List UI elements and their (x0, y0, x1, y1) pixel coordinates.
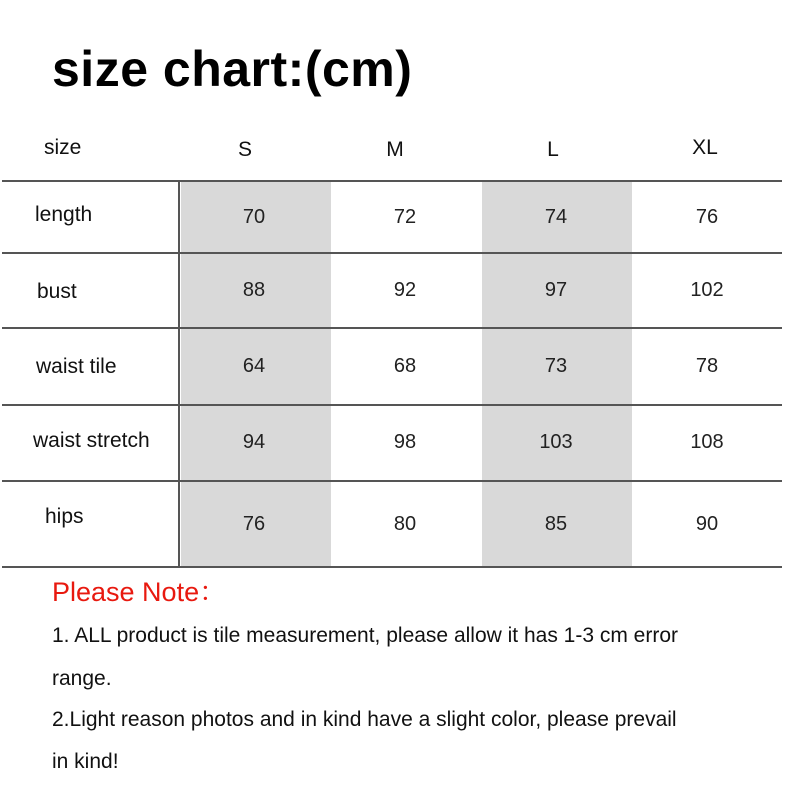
row-divider (2, 480, 782, 482)
table-cell: 94 (242, 431, 266, 453)
table-cell: 74 (544, 206, 568, 228)
row-label-waist-stretch: waist stretch (33, 429, 150, 452)
size-header-l: L (547, 138, 559, 161)
table-cell: 90 (695, 513, 719, 535)
table-cell: 103 (539, 431, 573, 453)
table-cell: 72 (393, 206, 417, 228)
note-line-3: 2.Light reason photos and in kind have a slight color, please prevail (52, 708, 677, 731)
row-label-length: length (35, 203, 93, 226)
table-cell: 64 (242, 355, 266, 377)
table-cell: 98 (393, 431, 417, 453)
row-divider (2, 404, 782, 406)
table-cell: 73 (544, 355, 568, 377)
note-title: Please Note： (52, 577, 227, 607)
note-line-2: range. (52, 667, 112, 690)
table-cell: 78 (695, 355, 719, 377)
table-cell: 88 (242, 279, 266, 301)
table-cell: 108 (690, 431, 724, 453)
size-header-xl: XL (692, 136, 718, 159)
table-cell: 76 (242, 513, 266, 535)
table-cell: 68 (393, 355, 417, 377)
row-label-bust: bust (37, 280, 77, 303)
row-divider (2, 180, 782, 182)
row-divider (2, 566, 782, 568)
table-cell: 102 (690, 279, 724, 301)
table-cell: 85 (544, 513, 568, 535)
table-cell: 92 (393, 279, 417, 301)
size-table (2, 180, 782, 568)
row-label-hips: hips (45, 505, 84, 528)
size-header-label: size (44, 136, 82, 159)
row-label-waist-tile: waist tile (36, 355, 117, 378)
page-title: size chart:(cm) (52, 41, 413, 97)
row-divider (2, 252, 782, 254)
table-cell: 76 (695, 206, 719, 228)
row-divider (2, 327, 782, 329)
size-header-s: S (237, 138, 252, 161)
note-line-4: in kind! (52, 750, 119, 773)
table-cell: 80 (393, 513, 417, 535)
note-line-1: 1. ALL product is tile measurement, please allow it has 1-3 cm error (52, 624, 679, 647)
table-cell: 70 (242, 206, 266, 228)
size-header-m: M (386, 138, 404, 161)
table-cell: 97 (544, 279, 568, 301)
